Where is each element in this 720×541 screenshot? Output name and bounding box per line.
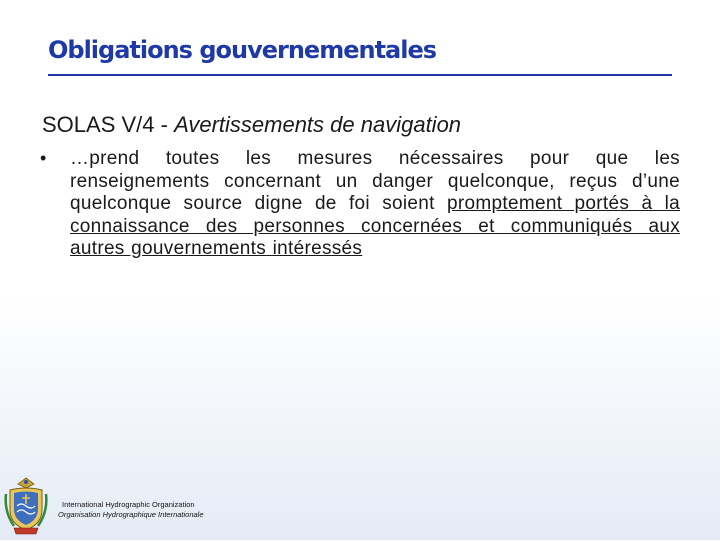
organization-name — [58, 500, 204, 520]
org-name-english: International Hydrographic Organization — [62, 500, 195, 509]
slide-title: Obligations gouvernementales — [48, 36, 437, 64]
title-underline-rule — [48, 74, 672, 76]
subtitle-topic: Avertissements de navigation — [174, 112, 462, 137]
bullet-marker: • — [40, 148, 47, 168]
subtitle-regulation: SOLAS V/4 - — [42, 112, 175, 137]
bullet-text-plain: …prend toutes les mesures nécessaires pour que les renseignements concernant un danger quelconque, reçus d’une quelconque source digne de foi soient — [70, 148, 680, 214]
org-name-french: Organisation Hydrographique Internationale — [58, 510, 204, 519]
bullet-text-underlined: promptement portés à la connaissance des personnes concernées et communiqués aux autres gouvernements intéressés — [70, 193, 681, 259]
bullet-text — [70, 148, 680, 261]
slide-subtitle — [42, 112, 461, 138]
iho-emblem-icon — [4, 476, 48, 536]
